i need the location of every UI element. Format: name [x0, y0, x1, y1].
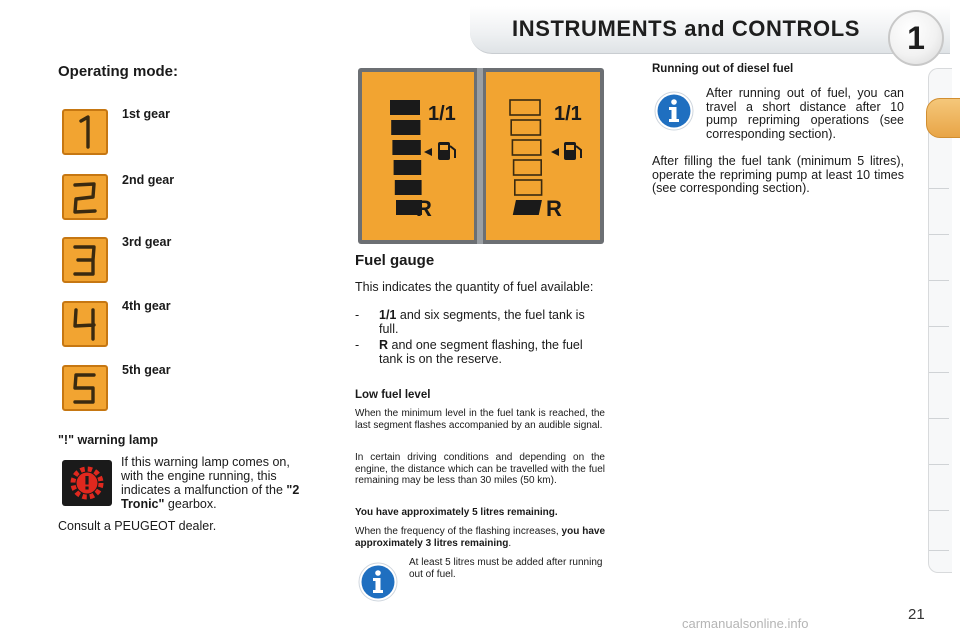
gear-2-indicator — [62, 174, 108, 220]
chapter-tab[interactable] — [929, 372, 949, 373]
gear-4-indicator — [62, 301, 108, 347]
chapter-tab-rail — [928, 68, 952, 573]
flashing-text: When the frequency of the flashing increases, — [355, 526, 559, 537]
gear-3-indicator — [62, 237, 108, 283]
gearbox-warning-icon — [62, 460, 112, 506]
bullet-full — [379, 308, 599, 336]
low-fuel-paragraph-4 — [355, 526, 605, 549]
gear-1-indicator — [62, 109, 108, 155]
gear-5-label: 5th gear — [122, 363, 171, 377]
low-fuel-paragraph-1: When the minimum level in the fuel tank is reached, the last segment flashes accompanied by an audible signal. — [355, 408, 605, 431]
low-fuel-heading: Low fuel level — [355, 389, 431, 401]
gear-1-label: 1st gear — [122, 107, 170, 121]
gauge-segment-filled — [390, 100, 420, 115]
warning-text-part: If this warning lamp comes on, with the engine running, this indicates a malfunction of the — [121, 455, 290, 497]
fuel-gauge-illustration — [358, 68, 604, 244]
diesel-paragraph-1: After running out of fuel, you can travel a short distance after 10 pump repriming operations (see corresponding section). — [706, 86, 904, 141]
chapter-tab[interactable] — [929, 326, 949, 327]
gauge-segment-filled — [391, 120, 420, 135]
chapter-tab[interactable] — [929, 510, 949, 511]
full-mark-left: 1/1 — [428, 103, 456, 125]
chapter-tab[interactable] — [929, 280, 949, 281]
gauge-segment-filled — [392, 140, 420, 155]
bullet-reserve — [379, 338, 605, 366]
diesel-paragraph-2: After filling the fuel tank (minimum 5 litres), operate the repriming pump at least 10 times (see corresponding section). — [652, 154, 904, 195]
fuel-gauge-heading: Fuel gauge — [355, 252, 435, 269]
low-fuel-5-litres: You have approximately 5 litres remaining. — [355, 507, 558, 518]
chapter-badge — [888, 10, 944, 66]
bullet-dash: - — [355, 308, 360, 322]
gauge-segment-flashing — [513, 200, 542, 215]
operating-mode-heading: Operating mode: — [58, 63, 179, 80]
chapter-tab[interactable] — [929, 234, 949, 235]
full-mark-right: 1/1 — [554, 103, 582, 125]
reserve-mark-left: R — [416, 196, 432, 221]
low-fuel-3-litres: you have approximately 3 litres remaining — [355, 526, 605, 549]
gear-3-label: 3rd gear — [122, 235, 172, 249]
sentence-end: . — [508, 537, 512, 549]
diesel-heading: Running out of diesel fuel — [652, 63, 794, 75]
reserve-label: R — [379, 338, 389, 352]
gear-4-label: 4th gear — [122, 299, 171, 313]
chapter-number: 1 — [907, 19, 925, 56]
refuel-note: At least 5 litres must be added after running out of fuel. — [409, 557, 603, 580]
fuel-gauge-intro: This indicates the quantity of fuel available: — [355, 280, 594, 294]
info-icon — [654, 91, 694, 131]
chapter-tab-active[interactable] — [926, 98, 960, 138]
low-fuel-paragraph-2: In certain driving conditions and depending on the engine, the distance which can be travelled with the fuel remaining may be less than 30 miles (50 km). — [355, 452, 605, 486]
chapter-tab[interactable] — [929, 188, 949, 189]
watermark: carmanualsonline.info — [682, 616, 809, 631]
chapter-tab[interactable] — [929, 550, 949, 551]
gauge-segment-filled — [395, 180, 422, 195]
info-icon — [358, 562, 398, 602]
full-description: and six segments, the fuel tank is full. — [379, 308, 585, 336]
reserve-mark-right: R — [546, 196, 562, 221]
chapter-tab[interactable] — [929, 418, 949, 419]
warning-lamp-text — [121, 455, 311, 511]
gear-2-label: 2nd gear — [122, 173, 175, 187]
bullet-dash: - — [355, 338, 360, 352]
warning-text-end: gearbox. — [167, 497, 217, 511]
gauge-segment-filled — [394, 160, 422, 175]
chapter-tab[interactable] — [929, 464, 949, 465]
gear-5-indicator — [62, 365, 108, 411]
page-title: INSTRUMENTS and CONTROLS — [512, 16, 861, 41]
gearbox-name: "2 Tronic" — [121, 483, 300, 511]
consult-dealer-text: Consult a PEUGEOT dealer. — [58, 519, 217, 533]
reserve-description: and one segment flashing, the fuel tank is on the reserve. — [379, 338, 583, 366]
warning-lamp-heading: "!" warning lamp — [58, 433, 159, 447]
full-label: 1/1 — [379, 308, 397, 322]
page-number: 21 — [908, 606, 925, 623]
